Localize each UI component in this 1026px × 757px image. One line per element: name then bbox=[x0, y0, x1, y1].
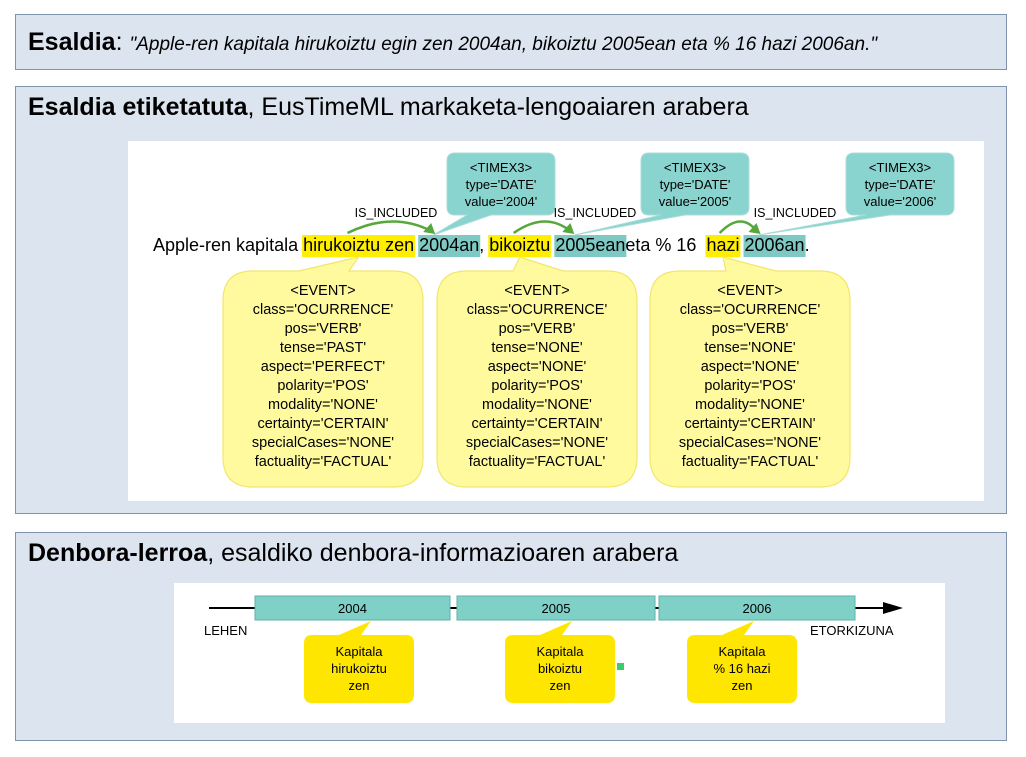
year-label: 2005 bbox=[541, 601, 571, 616]
timex-attribute: value='2006' bbox=[863, 194, 937, 209]
event-attribute: factuality='FACTUAL' bbox=[468, 454, 606, 470]
sentence-segment: hazi bbox=[706, 235, 740, 255]
timex-attribute: type='DATE' bbox=[659, 177, 731, 192]
event-attribute: aspect='PERFECT' bbox=[260, 359, 386, 375]
marker-dot bbox=[617, 663, 624, 670]
event-attribute: modality='NONE' bbox=[268, 397, 378, 413]
event-attribute: polarity='POS' bbox=[704, 378, 796, 394]
event-attribute: class='OCURRENCE' bbox=[679, 302, 821, 318]
timeline-callout bbox=[505, 621, 615, 703]
timeline-end-label: ETORKIZUNA bbox=[810, 623, 894, 638]
timex-attribute: <TIMEX3> bbox=[469, 160, 533, 175]
timeline-callout-text: Kapitala bbox=[335, 644, 383, 659]
timeline-callout bbox=[687, 621, 797, 703]
timeline-callout-text: bikoiztu bbox=[537, 661, 583, 676]
timeline-callout bbox=[304, 621, 414, 703]
timeline-panel bbox=[15, 532, 1007, 741]
timeline-callout-text: Kapitala bbox=[536, 644, 584, 659]
sentence-segment: 2004an bbox=[419, 235, 480, 255]
annotation-diagram bbox=[128, 141, 984, 501]
timex-attribute: <TIMEX3> bbox=[868, 160, 932, 175]
sentence-segment: bikoiztu bbox=[489, 235, 551, 255]
event-callout bbox=[650, 257, 850, 487]
annotation-figure bbox=[128, 141, 984, 501]
timeline-start-label: LEHEN bbox=[204, 623, 248, 638]
event-attribute: pos='VERB' bbox=[711, 321, 789, 337]
event-attribute: modality='NONE' bbox=[482, 397, 592, 413]
timeline-heading-rest: , esaldiko denbora-informazioaren arabera bbox=[207, 539, 679, 567]
event-attribute: aspect='NONE' bbox=[487, 359, 587, 375]
is-included-label: IS_INCLUDED bbox=[753, 206, 837, 220]
annotated-heading-rest: , EusTimeML markaketa-lengoaiaren arabera bbox=[247, 93, 749, 121]
sentence-heading-bold: Esaldia bbox=[28, 28, 116, 56]
annotated-sentence-panel bbox=[15, 86, 1007, 514]
timex-attribute: type='DATE' bbox=[864, 177, 936, 192]
timeline-callout-text: hirukoiztu bbox=[331, 661, 387, 676]
event-attribute: aspect='NONE' bbox=[700, 359, 800, 375]
sentence-segment: , bbox=[479, 235, 485, 255]
event-attribute: certainty='CERTAIN' bbox=[471, 416, 603, 432]
event-attribute: factuality='FACTUAL' bbox=[254, 454, 392, 470]
event-attribute: <EVENT> bbox=[290, 283, 356, 299]
event-attribute: tense='PAST' bbox=[279, 340, 367, 356]
event-attribute: certainty='CERTAIN' bbox=[684, 416, 816, 432]
sentence-segment: Apple-ren kapitala bbox=[153, 235, 299, 255]
event-attribute: specialCases='NONE' bbox=[251, 435, 395, 451]
event-callout bbox=[223, 257, 423, 487]
event-attribute: polarity='POS' bbox=[491, 378, 583, 394]
sentence-heading bbox=[28, 28, 877, 57]
sentence-text: "Apple-ren kapitala hirukoiztu egin zen 2004an, bikoiztu 2005ean eta % 16 hazi 2006an." bbox=[129, 34, 878, 55]
timeline-diagram bbox=[174, 583, 945, 723]
sentence-heading-colon: : bbox=[115, 28, 130, 56]
right-arrow-icon bbox=[883, 602, 903, 614]
timeline-figure bbox=[174, 583, 945, 723]
event-attribute: certainty='CERTAIN' bbox=[257, 416, 389, 432]
event-attribute: tense='NONE' bbox=[491, 340, 583, 356]
event-attribute: modality='NONE' bbox=[695, 397, 805, 413]
timex-attribute: <TIMEX3> bbox=[663, 160, 727, 175]
timeline-callout-text: Kapitala bbox=[718, 644, 766, 659]
event-attribute: specialCases='NONE' bbox=[678, 435, 822, 451]
is-included-relation bbox=[348, 206, 438, 234]
event-attribute: <EVENT> bbox=[717, 283, 783, 299]
year-label: 2006 bbox=[742, 601, 772, 616]
relation-arrow bbox=[514, 221, 571, 233]
sentence-panel bbox=[15, 14, 1007, 70]
timex-callout bbox=[574, 153, 749, 235]
event-attribute: tense='NONE' bbox=[704, 340, 796, 356]
sentence-segment: 2005ean bbox=[555, 235, 626, 255]
event-attribute: <EVENT> bbox=[504, 283, 570, 299]
annotated-heading-bold: Esaldia etiketatuta bbox=[28, 93, 248, 121]
sentence-segment: . bbox=[804, 235, 810, 255]
year-label: 2004 bbox=[338, 601, 367, 616]
is-included-label: IS_INCLUDED bbox=[553, 206, 637, 220]
event-attribute: pos='VERB' bbox=[284, 321, 362, 337]
timex-attribute: value='2005' bbox=[658, 194, 732, 209]
timex-callout bbox=[759, 153, 954, 235]
timeline-callout-text: % 16 hazi bbox=[713, 661, 771, 676]
relation-arrow bbox=[348, 221, 432, 233]
event-attribute: specialCases='NONE' bbox=[465, 435, 609, 451]
timeline-callout-text: zen bbox=[348, 678, 370, 693]
event-attribute: pos='VERB' bbox=[498, 321, 576, 337]
tagged-sentence bbox=[153, 235, 810, 257]
event-attribute: class='OCURRENCE' bbox=[252, 302, 394, 318]
event-attribute: class='OCURRENCE' bbox=[466, 302, 608, 318]
timex-attribute: type='DATE' bbox=[465, 177, 537, 192]
event-callout bbox=[437, 257, 637, 487]
sentence-segment: hirukoiztu zen bbox=[303, 235, 415, 255]
timeline-callout-text: zen bbox=[549, 678, 571, 693]
event-attribute: polarity='POS' bbox=[277, 378, 369, 394]
timeline-callout-text: zen bbox=[731, 678, 753, 693]
event-attribute: factuality='FACTUAL' bbox=[681, 454, 819, 470]
timeline-heading-bold: Denbora-lerroa bbox=[28, 539, 208, 567]
is-included-label: IS_INCLUDED bbox=[354, 206, 438, 220]
relation-arrowhead bbox=[562, 223, 574, 234]
sentence-segment: 2006an bbox=[744, 235, 805, 255]
sentence-segment: eta % 16 bbox=[625, 235, 697, 255]
timeline-heading bbox=[28, 539, 678, 568]
timex-attribute: value='2004' bbox=[464, 194, 538, 209]
annotated-heading bbox=[28, 93, 749, 122]
